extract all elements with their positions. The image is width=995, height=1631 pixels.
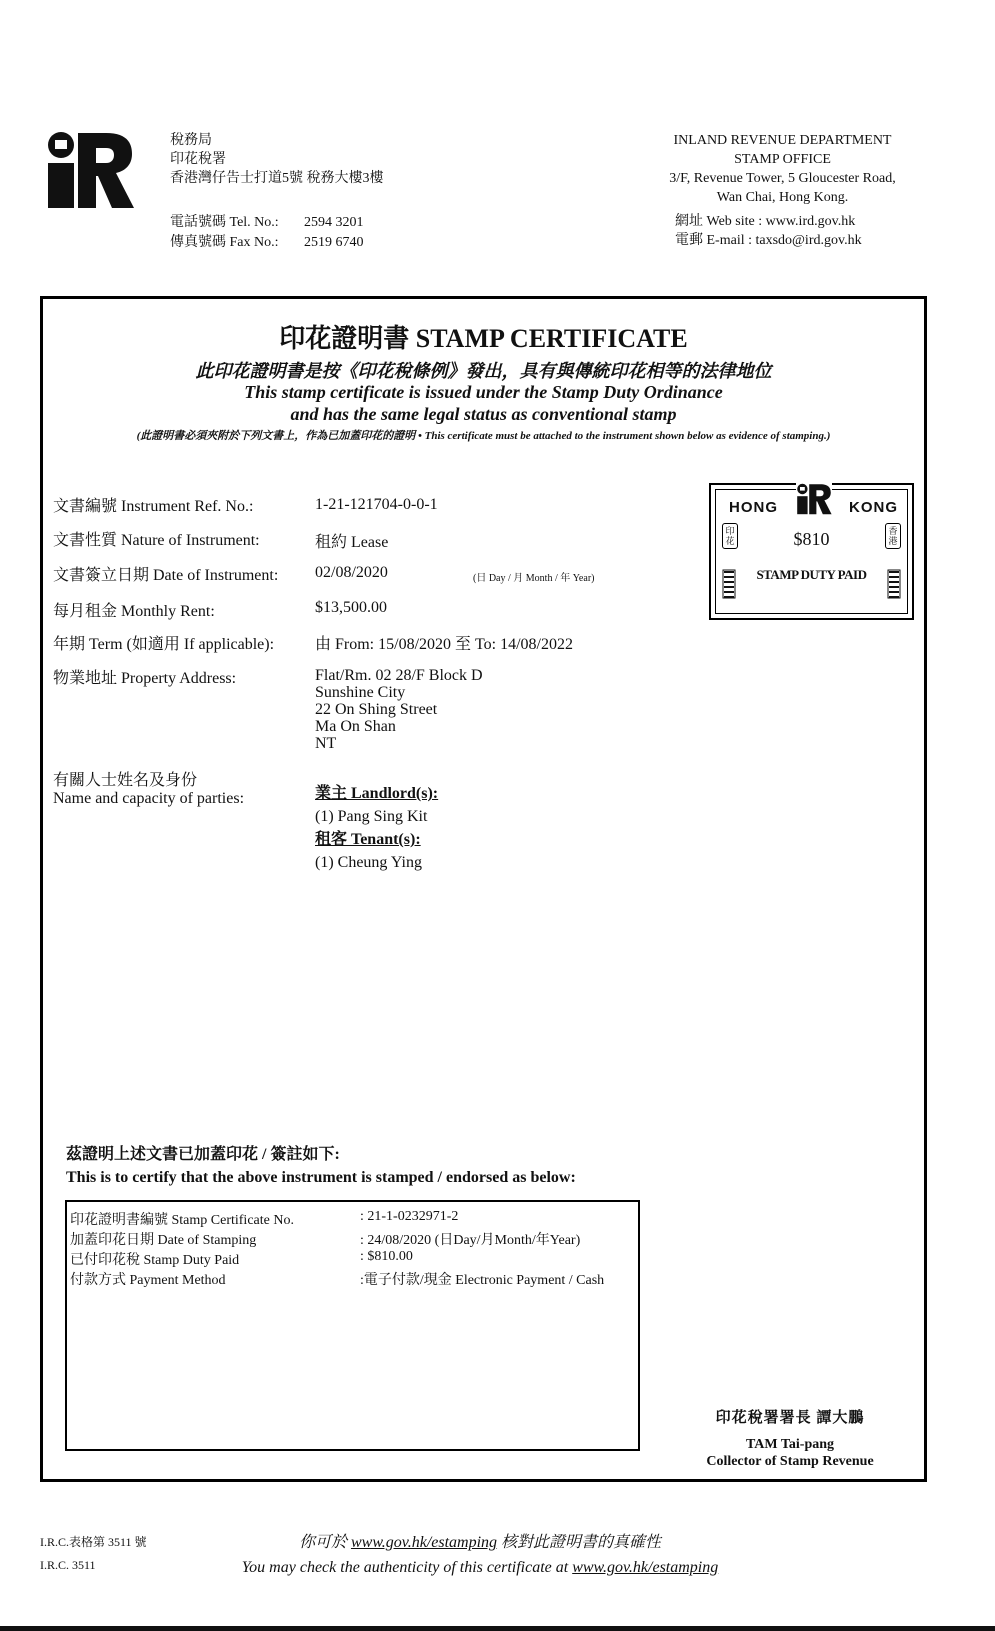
duty-paid-value: : $810.00 bbox=[360, 1249, 413, 1264]
nature-label: 文書性質 Nature of Instrument: bbox=[53, 532, 260, 549]
parties-list bbox=[315, 782, 438, 874]
header-website: 網址 Web site : www.ird.gov.hk bbox=[675, 214, 856, 229]
subtitle-en-1: This stamp certificate is issued under the Stamp Duty Ordinance bbox=[244, 382, 723, 402]
stamp-date-value: : 24/08/2020 (日Day/月Month/年Year) bbox=[360, 1233, 581, 1248]
date-value: 02/08/2020 bbox=[315, 564, 388, 581]
term-label: 年期 Term (如適用 If applicable): bbox=[53, 636, 275, 653]
footer-cn-post: 核對此證明書的真確性 bbox=[497, 1534, 662, 1551]
ird-logo bbox=[46, 130, 134, 210]
stamp-seal-left: 印花 bbox=[722, 523, 738, 549]
cert-no-label: 印花證明書編號 Stamp Certificate No. bbox=[70, 1213, 294, 1228]
estamping-link-cn[interactable]: www.gov.hk/estamping bbox=[350, 1534, 498, 1551]
footer-en-pre: You may check the authenticity of this certificate at bbox=[241, 1559, 573, 1576]
rent-label: 每月租金 Monthly Rent: bbox=[53, 603, 215, 620]
address-label: 物業地址 Property Address: bbox=[53, 670, 237, 687]
footer-cn-pre: 你可於 bbox=[298, 1534, 351, 1551]
form-number-en: I.R.C. 3511 bbox=[40, 1558, 96, 1572]
stamp-hong: HONG bbox=[729, 499, 778, 516]
certify-cn: 茲證明上述文書已加蓋印花 / 簽註如下: bbox=[66, 1146, 340, 1163]
collector-cn: 印花稅署署長 譚大鵬 bbox=[715, 1410, 865, 1426]
header-cn-block bbox=[170, 131, 384, 188]
header-en-dept: INLAND REVENUE DEPARTMENT bbox=[673, 133, 892, 148]
stamp-date-label: 加蓋印花日期 Date of Stamping bbox=[70, 1233, 257, 1248]
payment-method-label: 付款方式 Payment Method bbox=[70, 1273, 226, 1288]
collector-title: Collector of Stamp Revenue bbox=[706, 1454, 874, 1469]
cert-no-value: : 21-1-0232971-2 bbox=[360, 1209, 459, 1224]
header-cn-dept: 稅務局 bbox=[170, 133, 212, 148]
fax-label: 傳真號碼 Fax No.: bbox=[170, 235, 279, 250]
tel-value: 2594 3201 bbox=[304, 215, 364, 230]
certificate-title: 印花證明書 STAMP CERTIFICATE bbox=[279, 324, 688, 353]
date-label: 文書簽立日期 Date of Instrument: bbox=[53, 567, 279, 584]
stamp-seal-right: 香港 bbox=[885, 523, 901, 549]
address-line: 22 On Shing Street bbox=[315, 701, 438, 718]
estamping-link-en[interactable]: www.gov.hk/estamping bbox=[572, 1559, 719, 1576]
address-line: Sunshine City bbox=[315, 684, 406, 701]
rent-value: $13,500.00 bbox=[315, 599, 387, 616]
tel-label: 電話號碼 Tel. No.: bbox=[170, 215, 279, 230]
header-en-office: STAMP OFFICE bbox=[734, 152, 831, 167]
header-email: 電郵 E-mail : taxsdo@ird.gov.hk bbox=[675, 233, 862, 248]
bottom-edge bbox=[0, 1626, 995, 1631]
address-line: Flat/Rm. 02 28/F Block D bbox=[315, 667, 483, 684]
collector-signature bbox=[690, 1410, 890, 1470]
header-en-address2: Wan Chai, Hong Kong. bbox=[716, 190, 849, 205]
property-address bbox=[315, 667, 483, 752]
stamp-kong: KONG bbox=[849, 499, 898, 516]
header-cn-address: 香港灣仔告士打道5號 稅務大樓3樓 bbox=[170, 171, 384, 186]
duty-paid-label: 已付印花稅 Stamp Duty Paid bbox=[70, 1253, 240, 1268]
ref-value: 1-21-121704-0-0-1 bbox=[315, 496, 438, 513]
ref-label: 文書編號 Instrument Ref. No.: bbox=[53, 498, 254, 515]
nature-value: 租約 Lease bbox=[315, 534, 389, 551]
landlord-name: (1) Pang Sing Kit bbox=[315, 808, 428, 825]
payment-method-value: :電子付款/現金 Electronic Payment / Cash bbox=[360, 1273, 605, 1288]
header-cn-office: 印花稅署 bbox=[170, 152, 226, 167]
certify-statement bbox=[66, 1143, 576, 1189]
subtitle-en-2: and has the same legal status as conventional stamp bbox=[290, 404, 677, 424]
collector-name: TAM Tai-pang bbox=[745, 1437, 835, 1452]
parties-label-en: Name and capacity of parties: bbox=[53, 790, 245, 807]
certify-en: This is to certify that the above instrument is stamped / endorsed as below: bbox=[66, 1169, 576, 1186]
attachment-note: (此證明書必須夾附於下列文書上，作為已加蓋印花的證明 • This certificate must be attached to the instrument shown below as evidence of stamping.) bbox=[136, 430, 831, 442]
form-number-cn: I.R.C.表格第 3511 號 bbox=[40, 1535, 147, 1549]
subtitle-cn: 此印花證明書是按《印花稅條例》發出，具有與傳統印花相等的法律地位 bbox=[195, 361, 772, 381]
term-value: 由 From: 15/08/2020 至 To: 14/08/2022 bbox=[315, 636, 574, 653]
stamp-coil-left-icon bbox=[722, 569, 736, 599]
stamp-coil-right-icon bbox=[887, 569, 901, 599]
landlord-heading: 業主 Landlord(s): bbox=[315, 785, 439, 802]
header-contact bbox=[170, 213, 364, 253]
stamp-duty-paid-stamp bbox=[709, 483, 914, 620]
date-hint: (日 Day / 月 Month / 年 Year) bbox=[473, 573, 595, 584]
tenant-name: (1) Cheung Ying bbox=[315, 854, 422, 871]
stamp-ird-logo bbox=[796, 483, 832, 515]
address-line: NT bbox=[315, 735, 337, 752]
form-number bbox=[40, 1531, 147, 1577]
fax-value: 2519 6740 bbox=[304, 235, 364, 250]
parties-label bbox=[53, 772, 244, 808]
address-line: Ma On Shan bbox=[315, 718, 396, 735]
tenant-heading: 租客 Tenant(s): bbox=[315, 831, 421, 848]
parties-label-cn: 有關人士姓名及身份 bbox=[53, 772, 198, 789]
header-en-address1: 3/F, Revenue Tower, 5 Gloucester Road, bbox=[669, 171, 896, 186]
stamp-amount: $810 bbox=[793, 529, 830, 549]
stamp-paid-text: STAMP DUTY PAID bbox=[756, 567, 867, 582]
header-en-block bbox=[640, 131, 925, 250]
authenticity-note bbox=[180, 1530, 780, 1580]
